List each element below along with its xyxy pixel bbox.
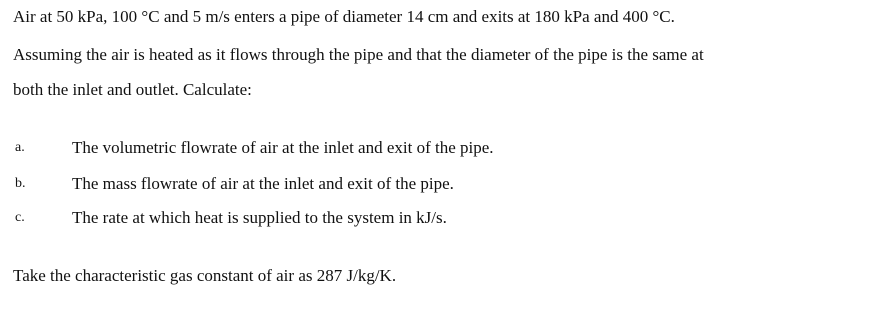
item-marker-b: b.	[15, 176, 26, 191]
item-text-b: The mass flowrate of air at the inlet and exit of the pipe.	[72, 174, 454, 193]
gas-constant-note: Take the characteristic gas constant of air as 287 J/kg/K.	[13, 266, 397, 285]
item-text-c: The rate at which heat is supplied to the system in kJ/s.	[72, 208, 447, 227]
item-marker-a: a.	[15, 140, 25, 155]
intro-line-1: Air at 50 kPa, 100 °C and 5 m/s enters a pipe of diameter 14 cm and exits at 180 kPa and 400 °C.	[13, 7, 675, 26]
intro-line-3: both the inlet and outlet. Calculate:	[13, 80, 252, 99]
item-text-a: The volumetric flowrate of air at the inlet and exit of the pipe.	[72, 138, 494, 157]
item-marker-c: c.	[15, 210, 25, 225]
intro-line-2: Assuming the air is heated as it flows through the pipe and that the diameter of the pipe is the same at	[13, 45, 704, 64]
